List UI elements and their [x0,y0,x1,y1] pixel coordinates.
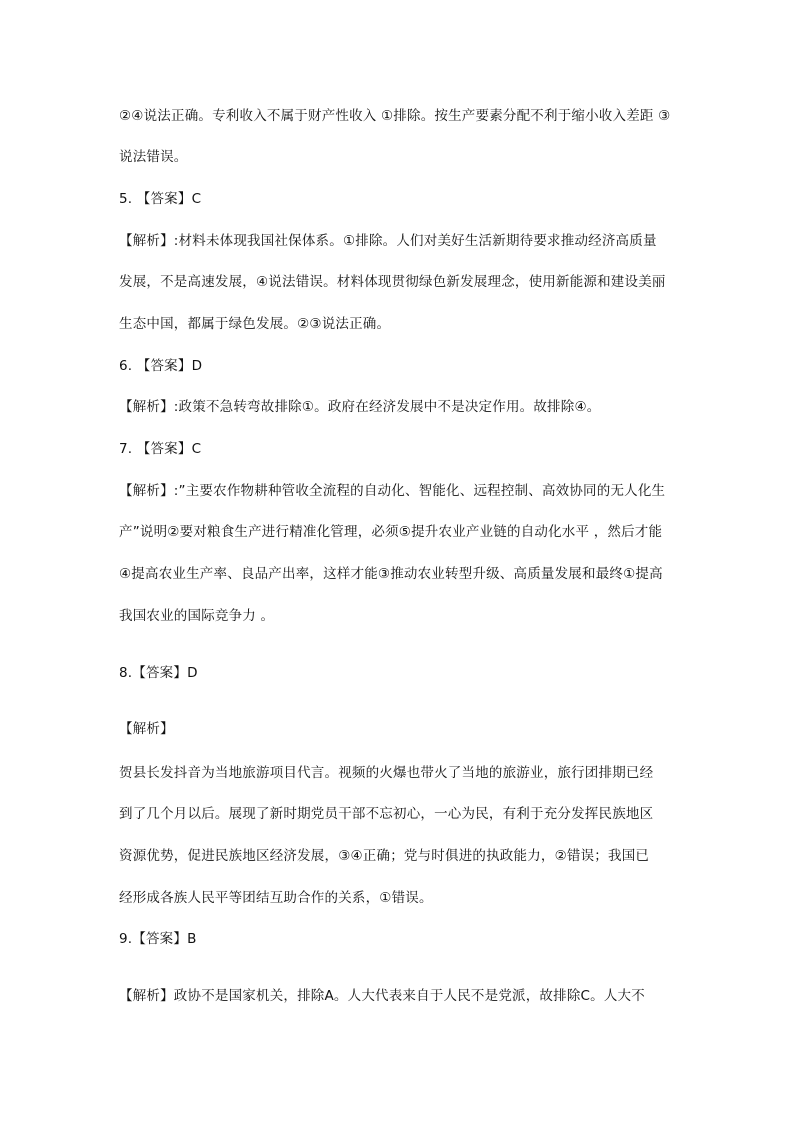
analysis-label: 【解析】 [119,721,174,737]
answer-heading: 8.【答案】D [119,665,198,681]
answer-heading: 7. 【答案】C [119,441,202,457]
analysis-line: 【解析】:政策不急转弯故排除①。政府在经济发展中不是决定作用。故排除④。 [119,399,601,415]
text-line: 我国农业的国际竞争力 。 [119,608,275,624]
answer-heading: 6. 【答案】D [119,358,203,374]
text-line: ②④说法正确。专利收入不属于财产性收入 ①排除。按生产要素分配不利于缩小收入差距 ③ [119,108,671,124]
text-line: 说法错误。 [119,149,188,165]
text-line: 生态中国，都属于绿色发展。②③说法正确。 [119,316,391,332]
text-line: 产”说明②要对粮食生产进行精准化管理，必须⑤提升农业产业链的自动化水平 ，然后才能 [119,524,663,540]
text-line: ④提高农业生产率、良品产出率，这样才能③推动农业转型升级、高质量发展和最终①提高 [119,566,663,582]
answer-heading: 9.【答案】B [119,931,197,947]
text-line: 发展，不是高速发展，④说法错误。材料体现贯彻绿色新发展理念，使用新能源和建设美丽 [119,274,666,290]
answer-heading: 5. 【答案】C [119,191,202,207]
analysis-line: 【解析】政协不是国家机关，排除A。人大代表来自于人民不是党派，故排除C。人大不 [119,988,645,1004]
text-line: 资源优势，促进民族地区经济发展，③④正确；党与时俱进的执政能力，②错误；我国已 [119,848,650,864]
text-line: 到了几个月以后。展现了新时期党员干部不忘初心，一心为民，有利于充分发挥民族地区 [119,806,654,822]
text-line: 贺县长发抖音为当地旅游项目代言。视频的火爆也带火了当地的旅游业，旅行团排期已经 [119,765,654,781]
analysis-line: 【解析】:”主要农作物耕种管收全流程的自动化、智能化、远程控制、高效协同的无人化生 [119,483,666,499]
analysis-line: 【解析】:材料未体现我国社保体系。①排除。人们对美好生活新期待要求推动经济高质量 [119,233,657,249]
text-line: 经形成各族人民平等团结互助合作的关系，①错误。 [119,890,433,906]
